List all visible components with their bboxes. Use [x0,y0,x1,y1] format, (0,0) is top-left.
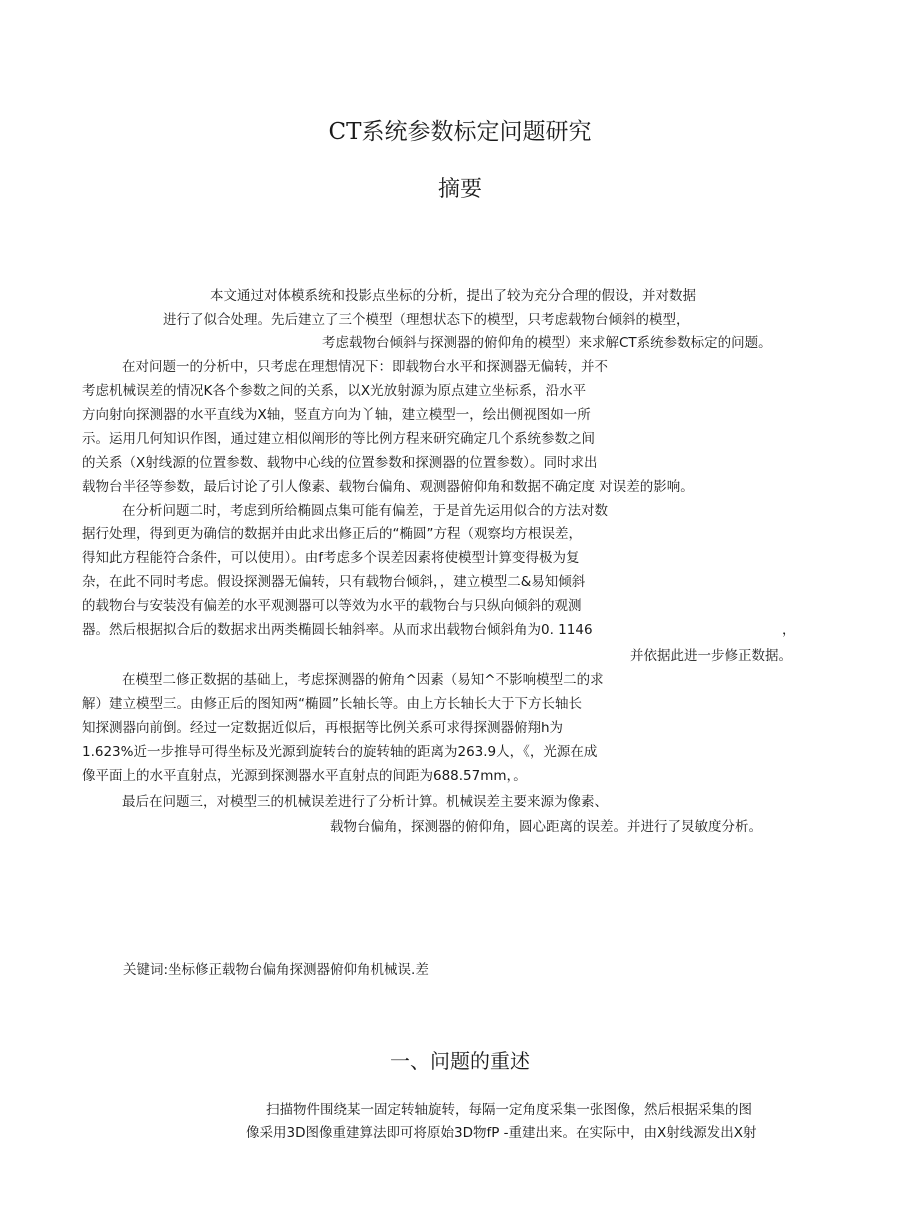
abstract-line: 解）建立模型三。由修正后的图知两“椭圆”长轴长等。由上方长轴长大于下方长轴长 [82,696,582,712]
document-title: CT系统参数标定问题研究 [328,119,592,145]
abstract-line: 的关系（X射线源的位置参数、载物中心线的位置参数和探测器的位置参数）。同时求出 [82,455,598,471]
abstract-line: 杂，在此不同时考虑。假设探测器无偏转，只有载物台倾斜，，建立模型二&易知倾斜 [82,574,586,590]
abstract-line: 本文通过对体模系统和投影点坐标的分析，提出了较为充分合理的假设，并对数据 [210,288,696,304]
section-line: 扫描物件围绕某一固定转轴旋转，每隔一定角度采集一张图像，然后根据采集的图 [266,1102,752,1118]
abstract-line: 像平面上的水平直射点，光源到探测器水平直射点的间距为688.57mm，。 [82,768,527,784]
abstract-line: 考虑载物台倾斜与探测器的俯仰角的模型）来求解CT系统参数标定的问题。 [322,335,772,351]
abstract-line: 的载物台与安装没有偏差的水平观测器可以等效为水平的载物台与只纵向倾斜的观测 [82,598,582,614]
abstract-line: 在分析问题二时，考虑到所给椭圆点集可能有偏差，于是首先运用似合的方法对数 [122,503,608,519]
abstract-line: ， [782,622,796,638]
keywords: 关键词:坐标修正载物台偏角探测器俯仰角机械误.差 [123,962,429,978]
abstract-line: 在模型二修正数据的基础上，考虑探测器的俯角^因素（易知^不影响模型二的求 [122,672,604,688]
abstract-line: 载物台半径等参数，最后讨论了引人像素、载物台偏角、观测器俯仰角和数据不确定度 对误差的影响。 [82,479,694,495]
abstract-line: 据行处理，得到更为确信的数据并由此求出修正后的“椭圆”方程（观察均方根误差， [82,526,582,542]
abstract-line: 1.623%近一步推导可得坐标及光源到旋转台的旋转轴的距离为263.9人，《，光源在成 [82,744,598,760]
abstract-line: 并依据此进一步修正数据。 [630,648,792,664]
abstract-line: 考虑机械误差的情况K各个参数之间的关系，以X光放射源为原点建立坐标系，沿水平 [82,383,587,399]
abstract-heading: 摘要 [437,177,482,202]
section-line: 像采用3D图像重建算法即可将原始3D物fP -重建出来。在实际中，由X射线源发出X射 [246,1125,757,1141]
abstract-line: 在对问题一的分析中，只考虑在理想情况下：即载物台水平和探测器无偏转，并不 [122,359,608,375]
abstract-line: 得知此方程能符合条件，可以使用）。由f考虑多个误差因素将使模型计算变得极为复 [82,550,580,566]
abstract-line: 进行了似合处理。先后建立了三个模型（理想状态下的模型，只考虑载物台倾斜的模型， [163,312,690,328]
abstract-line: 器。然后根据拟合后的数据求出两类椭圆长轴斜率。从而求出载物台倾斜角为0. 1146 [82,622,593,638]
section-heading: 一、问题的重述 [390,1049,530,1073]
abstract-line: 方向射向探测器的水平直线为X轴，竖直方向为丫轴，建立模型一，绘出侧视图如一所 [82,407,591,423]
abstract-line: 示。运用几何知识作图，通过建立相似阐形的等比例方程来研究确定几个系统参数之间 [82,431,595,447]
abstract-line: 最后在问题三，对模型三的机械误差进行了分析计算。机械误差主要来源为像素、 [122,794,608,810]
abstract-line: 载物台偏角，探测器的俯仰角，圆心距离的误差。并进行了炅敏度分析。 [330,819,762,835]
abstract-line: 知探测器向前倒。经过一定数据近似后，再根据等比例关系可求得探测器俯翔h为 [82,720,564,736]
